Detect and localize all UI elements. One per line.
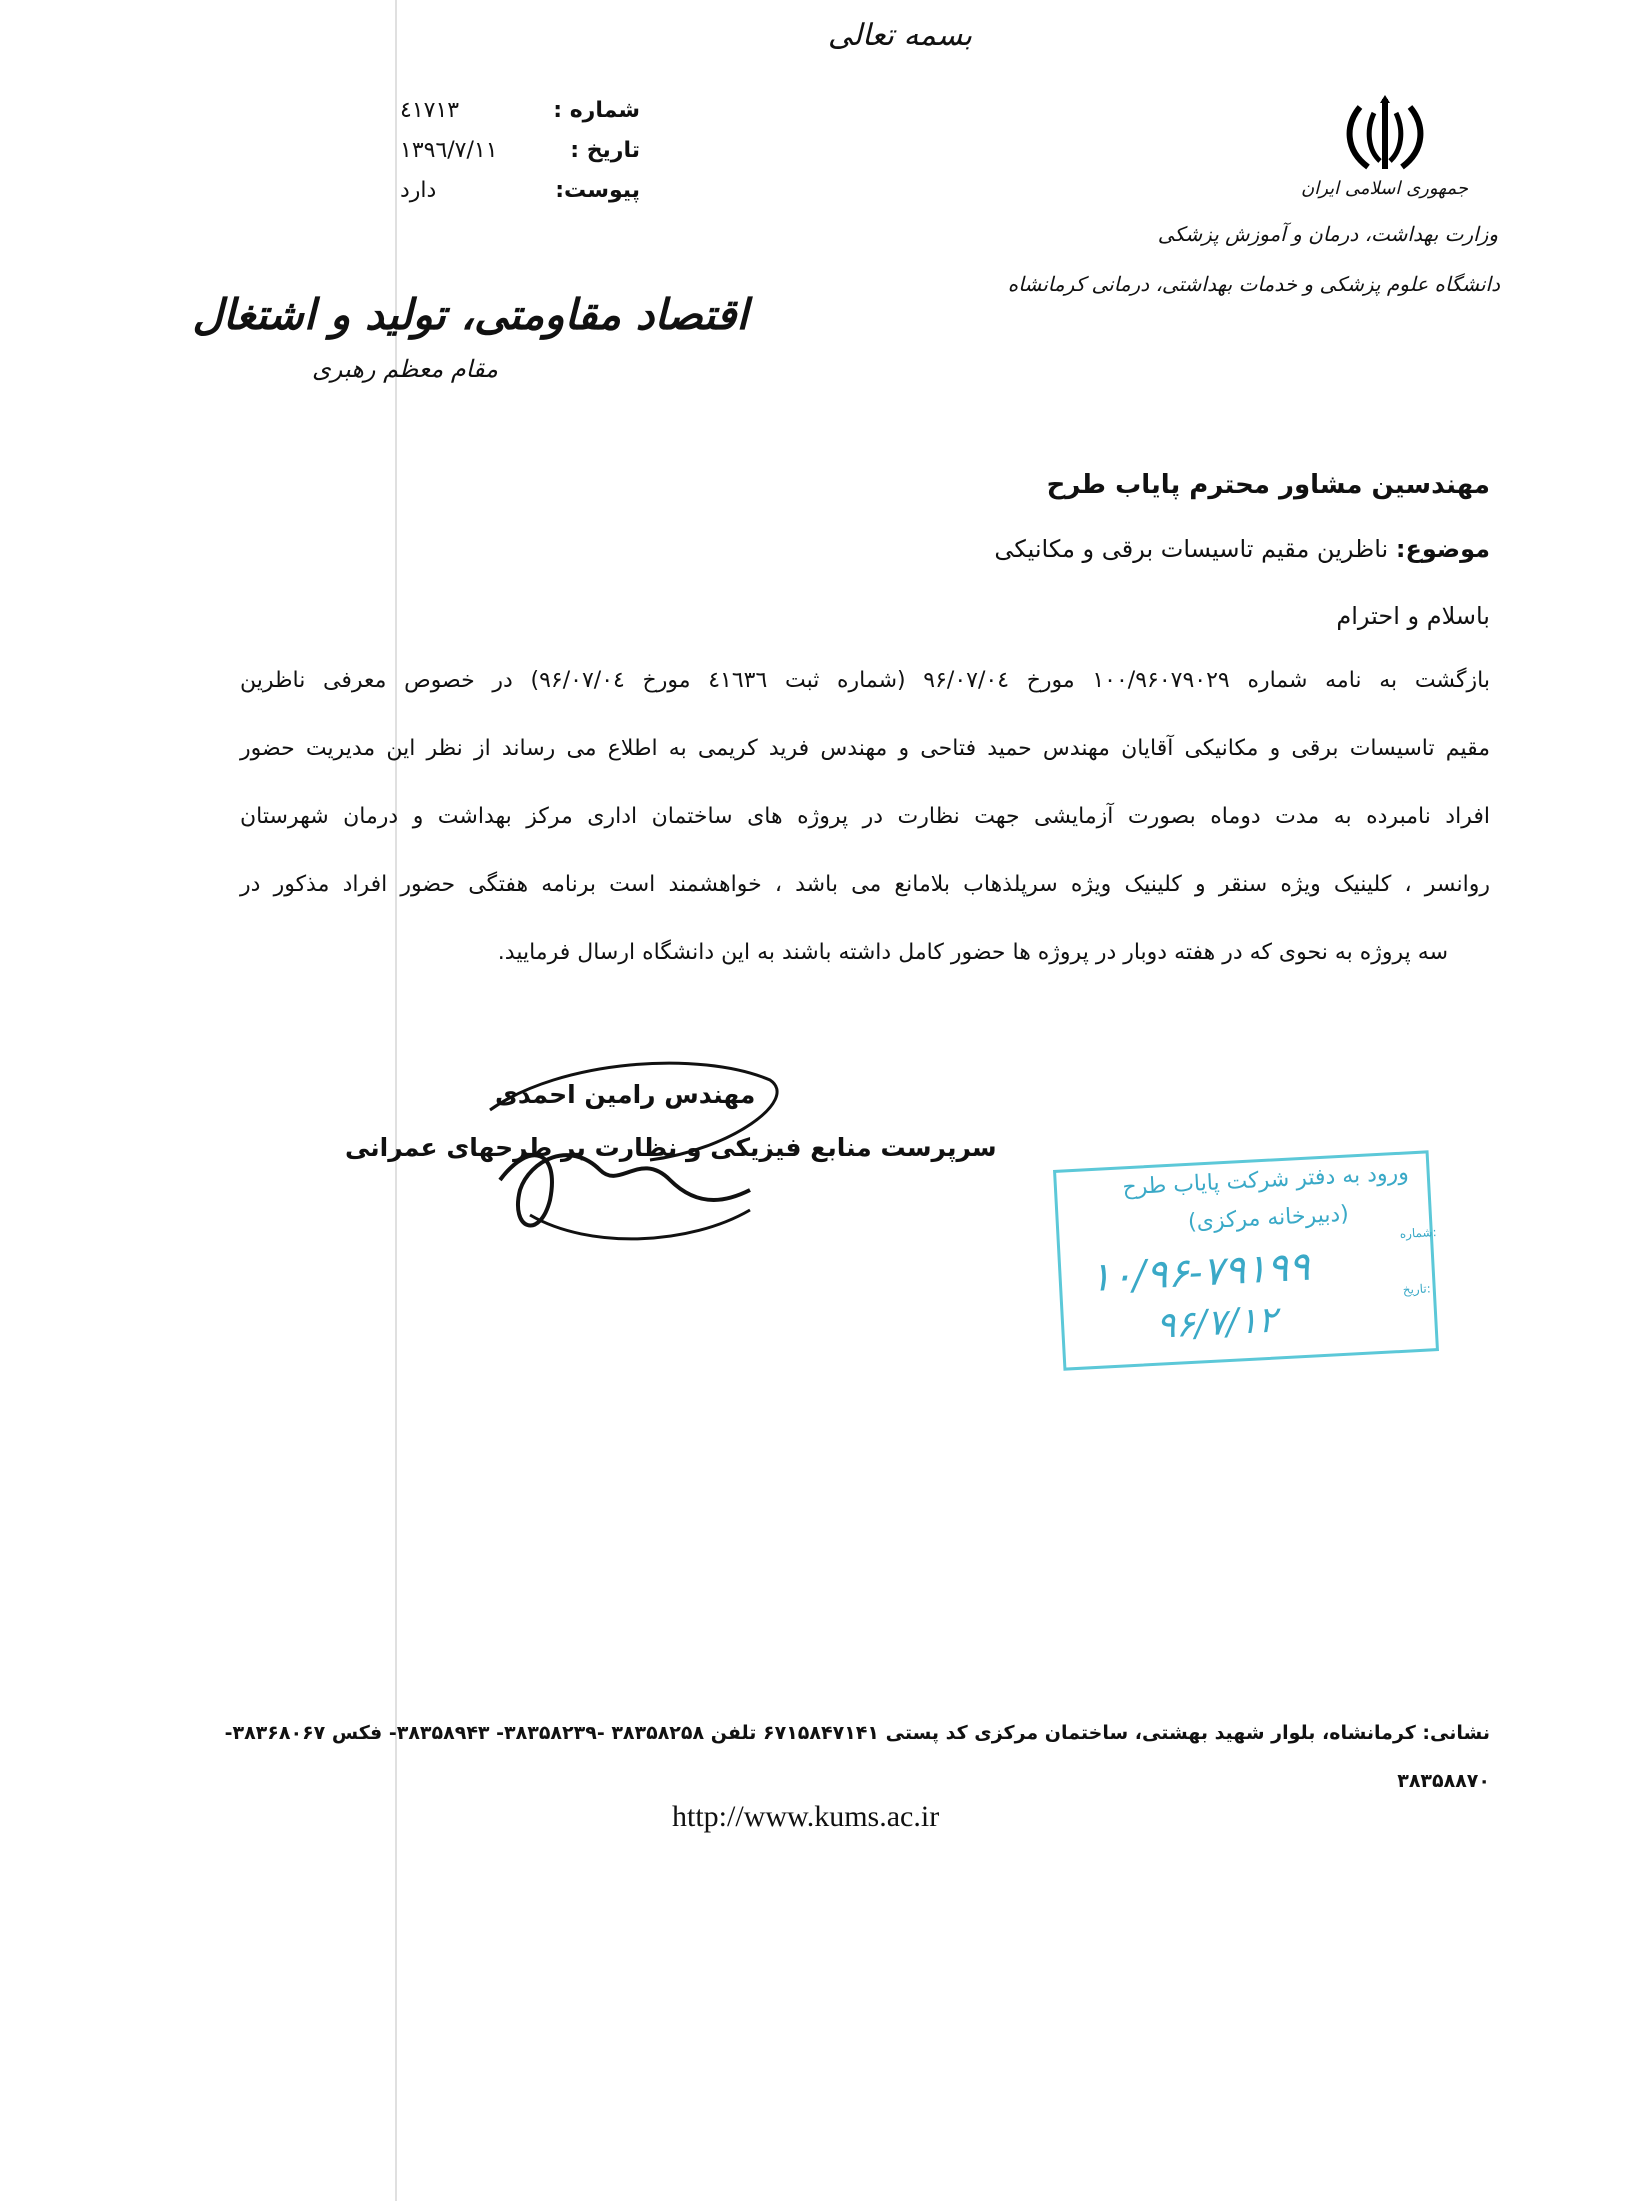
signatory-title: سرپرست منابع فیزیکی و نظارت بر طرحهای عمرانی	[345, 1133, 997, 1162]
letter-number-value: ٤١٧١٣	[400, 98, 460, 123]
iran-emblem-icon	[1340, 95, 1430, 175]
stamp-date: ۹۶/۷/۱۲	[1155, 1299, 1279, 1347]
letter-body-line: افراد نامبرده به مدت دوماه بصورت آزمایشی جهت نظارت در پروژه های ساختمان اداری مرکز بهداشت و درمان شهرستان	[240, 804, 1490, 829]
letter-body-line: بازگشت به نامه شماره ۱۰۰/۹۶۰۷۹۰۲۹ مورخ ۹۶/۰۷/۰٤ (شماره ثبت ٤١٦٣٦ مورخ ۹۶/۰۷/۰٤) در خصوص معرفی ناظرین	[240, 668, 1490, 693]
letter-addressee: مهندسین مشاور محترم پایاب طرح	[1046, 470, 1490, 500]
footer-address: نشانی: کرمانشاه، بلوار شهید بهشتی، ساختمان مرکزی کد پستی ۶۷۱۵۸۴۷۱۴۱ تلفن ۳۸۳۵۸۲۵۸ -۳۸۳۵۸۲۳۹- ۳۸۳۵۸۹۴۳- فکس ۳۸۳۶۸۰۶۷-	[224, 1722, 1490, 1744]
stamp-office-line: (دبیرخانه مرکزی)	[1187, 1201, 1350, 1235]
slogan-source: مقام معظم رهبری	[311, 355, 498, 383]
letter-body-line: روانسر ، کلینیک ویژه سنقر و کلینیک ویژه سرپلذهاب بلامانع می باشد ، خواهشمند است برنامه هفتگی حضور افراد مذکور در	[240, 872, 1490, 897]
stamp-number: ۱۰/۹۶-۷۹۱۹۹	[1088, 1243, 1311, 1302]
received-stamp	[1053, 1150, 1439, 1370]
letter-subject-text: ناظرین مقیم تاسیسات برقی و مکانیکی	[994, 535, 1389, 563]
org-line-country: جمهوری اسلامی ایران	[1301, 178, 1468, 199]
letter-attachment-value: دارد	[400, 178, 437, 203]
stamp-date-label: تاریخ:	[1402, 1281, 1432, 1297]
org-line-ministry: وزارت بهداشت، درمان و آموزش پزشکی	[1157, 222, 1498, 246]
letter-date-label: تاریخ :	[570, 138, 640, 163]
letter-body-line: سه پروژه به نحوی که در هفته دوبار در پروژه ها حضور کامل داشته باشند به این دانشگاه ارسال فرمایید.	[497, 940, 1448, 965]
org-line-university: دانشگاه علوم پزشکی و خدمات بهداشتی، درمانی کرمانشاه	[1007, 272, 1500, 296]
letter-body-line: مقیم تاسیسات برقی و مکانیکی آقایان مهندس حمید فتاحی و مهندس فرید کریمی به اطلاع می رساند از نظر این مدیریت حضور	[240, 736, 1490, 761]
letter-number-row	[400, 98, 640, 132]
footer-fax-extra: ۳۸۳۵۸۸۷۰	[1397, 1770, 1490, 1792]
letter-greeting: باسلام و احترام	[1336, 602, 1490, 630]
website-link[interactable]: http://www.kums.ac.ir	[672, 1800, 940, 1833]
slogan-text: اقتصاد مقاومتی، تولید و اشتغال	[192, 290, 748, 339]
stamp-number-label: شماره:	[1399, 1224, 1437, 1241]
basmala-heading: بسمه تعالی	[827, 18, 973, 53]
signatory-name: مهندس رامین احمدی	[495, 1080, 756, 1109]
letter-date-row	[400, 138, 640, 172]
stamp-company-line: ورود به دفتر شرکت پایاب طرح	[1121, 1160, 1410, 1201]
letter-attachment-row	[400, 178, 640, 212]
letter-attachment-label: پیوست:	[555, 178, 640, 203]
letter-subject	[994, 535, 1490, 563]
letter-number-label: شماره :	[553, 98, 640, 123]
letter-date-value: ١٣٩٦/٧/١١	[400, 138, 498, 163]
letter-subject-label: موضوع:	[1395, 535, 1490, 563]
